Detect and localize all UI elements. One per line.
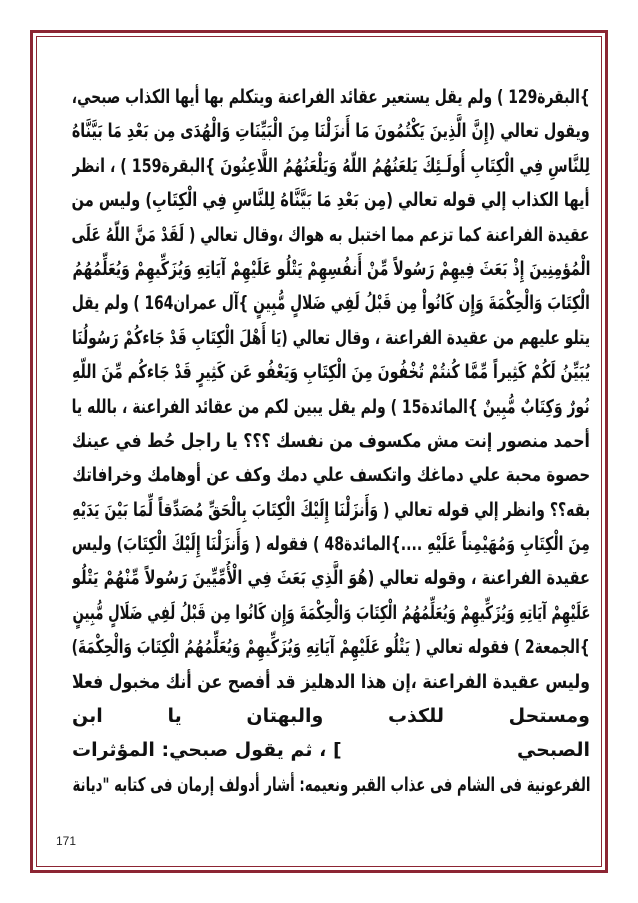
- body-line: [72, 183, 590, 217]
- line-text: لِلنَّاسِ فِي الْكِتَابِ أُولَـئِكَ يَلعَنُهُمُ اللّهُ وَيَلْعَنُهُمُ اللَّاعِنُونَ }البقرة159 ) ، انظر: [72, 154, 590, 177]
- body-line: [72, 286, 590, 320]
- line-text: ومستحل للكذب والبهتان يا ابن: [72, 705, 590, 728]
- body-line: [72, 114, 590, 148]
- body-line: [72, 733, 590, 767]
- line-text: بقه؟؟ وانظر إلي قوله تعالي ( وَأَنزَلْنَا إِلَيْكَ الْكِتَابَ بِالْحَقِّ مُصَدِّقاً لِّمَا بَيْنَ يَدَيْهِ: [72, 498, 590, 521]
- body-line: [72, 527, 590, 561]
- line-text: }البقرة129 ) ولم يقل يستعير عقائد الفراعنة ويتكلم بها أيها الكذاب صبحي،: [72, 86, 590, 108]
- line-text: عقيدة الفراعنة كما تزعم مما اختبل به هواك ،وقال تعالي ( لَقَدْ مَنَّ اللّهُ عَلَى: [72, 223, 590, 246]
- body-line: [72, 699, 590, 733]
- body-line: [72, 768, 590, 802]
- line-text: نُورٌ وَكِتَابٌ مُّبِينٌ }المائدة15 ) ولم يقل يبين لكم من عقائد الفراعنة ، بالله يا: [72, 395, 590, 418]
- body-line: [72, 321, 590, 355]
- line-text: عقيدة الفراعنة ، وقوله تعالي (هُوَ الَّذِي بَعَثَ فِي الْأُمِّيِّينَ رَسُولاً مِّنْهُمْ يَتْلُو: [72, 567, 590, 590]
- body-line: [72, 355, 590, 389]
- body-line: [72, 218, 590, 252]
- line-text: عَلَيْهِمْ آيَاتِهِ وَيُزَكِّيهِمْ وَيُعَلِّمُهُمُ الْكِتَابَ وَالْحِكْمَةَ وَإِن كَانُوا مِن قَبْلُ لَفِي ضَلَالٍ مُّبِينٍ: [72, 601, 590, 624]
- line-text: }الجمعة2 ) فقوله تعالي ( يَتْلُو عَلَيْهِمْ آيَاتِهِ وَيُزَكِّيهِمْ وَيُعَلِّمُهُمُ الْكِتَابَ وَالْحِكْمَةَ): [72, 636, 590, 659]
- body-line: [72, 424, 590, 458]
- body-line: [72, 665, 590, 699]
- body-line: [72, 493, 590, 527]
- line-text: وليس عقيدة الفراعنة ،إن هذا الدهليز قد أفصح عن أنك مخبول فعلا: [72, 670, 590, 693]
- line-text: الْمُؤمِنِينَ إِذْ بَعَثَ فِيهِمْ رَسُولاً مِّنْ أَنفُسِهِمْ يَتْلُو عَلَيْهِمْ آيَاتِهِ وَيُزَكِّيهِمْ وَيُعَلِّمُهُمُ: [72, 257, 590, 280]
- line-text: الفرعونية فى الشام فى عذاب القبر ونعيمه: أشار أدولف إرمان فى كتابه "ديانة: [72, 773, 590, 796]
- body-line: [72, 458, 590, 492]
- line-text: حصوة محبة علي دماغك واتكسف علي دمك وكف عن أوهامك وخرافاتك: [72, 464, 590, 487]
- body-line: [72, 630, 590, 664]
- line-text: يتلو عليهم من عقيدة الفراعنة ، وقال تعالي (يَا أَهْلَ الْكِتَابِ قَدْ جَاءكُمْ رَسُولُنَا: [72, 326, 590, 349]
- body-line: [72, 80, 590, 114]
- page-body-text: [72, 80, 590, 802]
- body-line: [72, 390, 590, 424]
- page-number: 171: [56, 834, 77, 848]
- body-line: [72, 596, 590, 630]
- line-text: يُبَيِّنُ لَكُمْ كَثِيراً مِّمَّا كُنتُمْ تُخْفُونَ مِنَ الْكِتَابِ وَيَعْفُو عَن كَثِيرٍ قَدْ جَاءكُم مِّنَ اللّهِ: [72, 361, 590, 384]
- line-text: أحمد منصور إنت مش مكسوف من نفسك ؟؟؟ يا راجل حُط في عينك: [72, 429, 590, 452]
- line-text: الْكِتَابَ وَالْحِكْمَةَ وَإِن كَانُواْ مِن قَبْلُ لَفِي ضَلالٍ مُّبِينٍ }آل عمران164 ) ولم يقل: [72, 292, 590, 315]
- line-text-left-part: ] ، ثم يقول صبحي: المؤثرات: [72, 739, 342, 762]
- line-text: مِنَ الْكِتَابِ وَمُهَيْمِناً عَلَيْهِ ....}المائدة48 ) فقوله ( وَأَنزَلْنَا إِلَيْكَ الْكِتَابَ) وليس: [72, 533, 590, 556]
- line-text-right-part: الصبحي: [516, 739, 590, 762]
- body-line: [72, 252, 590, 286]
- line-text: ويقول تعالي (إِنَّ الَّذِينَ يَكْتُمُونَ مَا أَنزَلْنَا مِنَ الْبَيِّنَاتِ وَالْهُدَى مِن بَعْدِ مَا بَيَّنَّاهُ: [72, 120, 590, 143]
- body-line: [72, 561, 590, 595]
- body-line: [72, 149, 590, 183]
- line-text: أيها الكذاب إلي قوله تعالي (مِن بَعْدِ مَا بَيَّنَّاهُ لِلنَّاسِ فِي الْكِتَابِ) وليس من: [72, 189, 590, 212]
